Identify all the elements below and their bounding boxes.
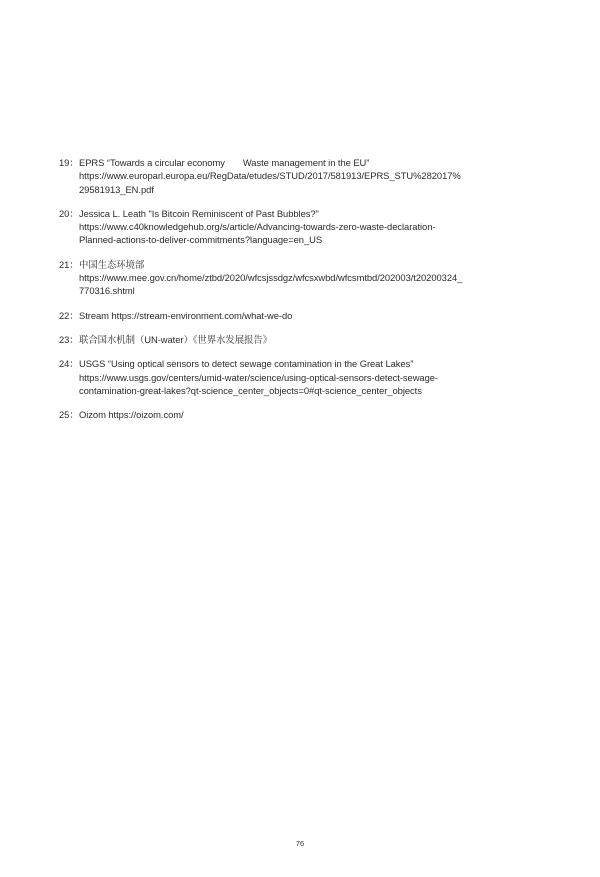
reference-list: [59, 156, 559, 421]
reference-number: 19：: [59, 157, 79, 168]
reference-title-part: Waste management in the EU”: [242, 157, 370, 168]
reference-item-20: [59, 207, 559, 247]
reference-item-25: [59, 408, 559, 421]
reference-item-21: [59, 258, 559, 298]
reference-title: 联合国水机制（UN-water）《世界水发展报告》: [79, 333, 273, 345]
reference-title-part: EPRS “Towards a circular economy: [79, 157, 225, 168]
reference-item-22: [59, 309, 559, 322]
reference-title: Jessica L. Leath "Is Bitcoin Reminiscent of Past Bubbles?": [79, 207, 319, 219]
reference-number: 24：: [59, 358, 79, 370]
reference-number: 20：: [59, 207, 79, 219]
reference-url: 29581913_EN.pdf: [79, 183, 154, 195]
reference-number: 21：: [59, 258, 79, 270]
reference-url: Planned-actions-to-deliver-commitments?language=en_US: [79, 234, 323, 246]
reference-url: https://www.c40knowledgehub.org/s/article/Advancing-towards-zero-waste-declaration-: [79, 221, 436, 233]
reference-number: 23：: [59, 333, 79, 345]
reference-item-19: [59, 156, 559, 196]
page-number: 76: [295, 839, 305, 848]
reference-title: Stream https://stream-environment.com/what-we-do: [79, 309, 293, 321]
reference-title: 中国生态环境部: [79, 258, 145, 270]
reference-url: 770316.shtml: [79, 285, 135, 297]
reference-title: Oizom https://oizom.com/: [79, 409, 184, 421]
reference-item-24: [59, 357, 559, 397]
reference-url: contamination-great-lakes?qt-science_center_objects=0#qt-science_center_objects: [79, 384, 422, 396]
reference-url: https://www.europarl.europa.eu/RegData/etudes/STUD/2017/581913/EPRS_STU%282017%: [79, 170, 461, 182]
reference-title: USGS “Using optical sensors to detect sewage contamination in the Great Lakes”: [79, 358, 414, 370]
reference-number: 25：: [59, 409, 79, 421]
reference-url: https://www.mee.gov.cn/home/ztbd/2020/wfcsjssdgz/wfcsxwbd/wfcsmtbd/202003/t20200324_: [79, 272, 463, 284]
reference-item-23: [59, 333, 559, 346]
reference-url: https://www.usgs.gov/centers/umid-water/science/using-optical-sensors-detect-sewage-: [79, 371, 438, 383]
reference-title: [79, 156, 559, 169]
reference-number: 22：: [59, 309, 79, 321]
